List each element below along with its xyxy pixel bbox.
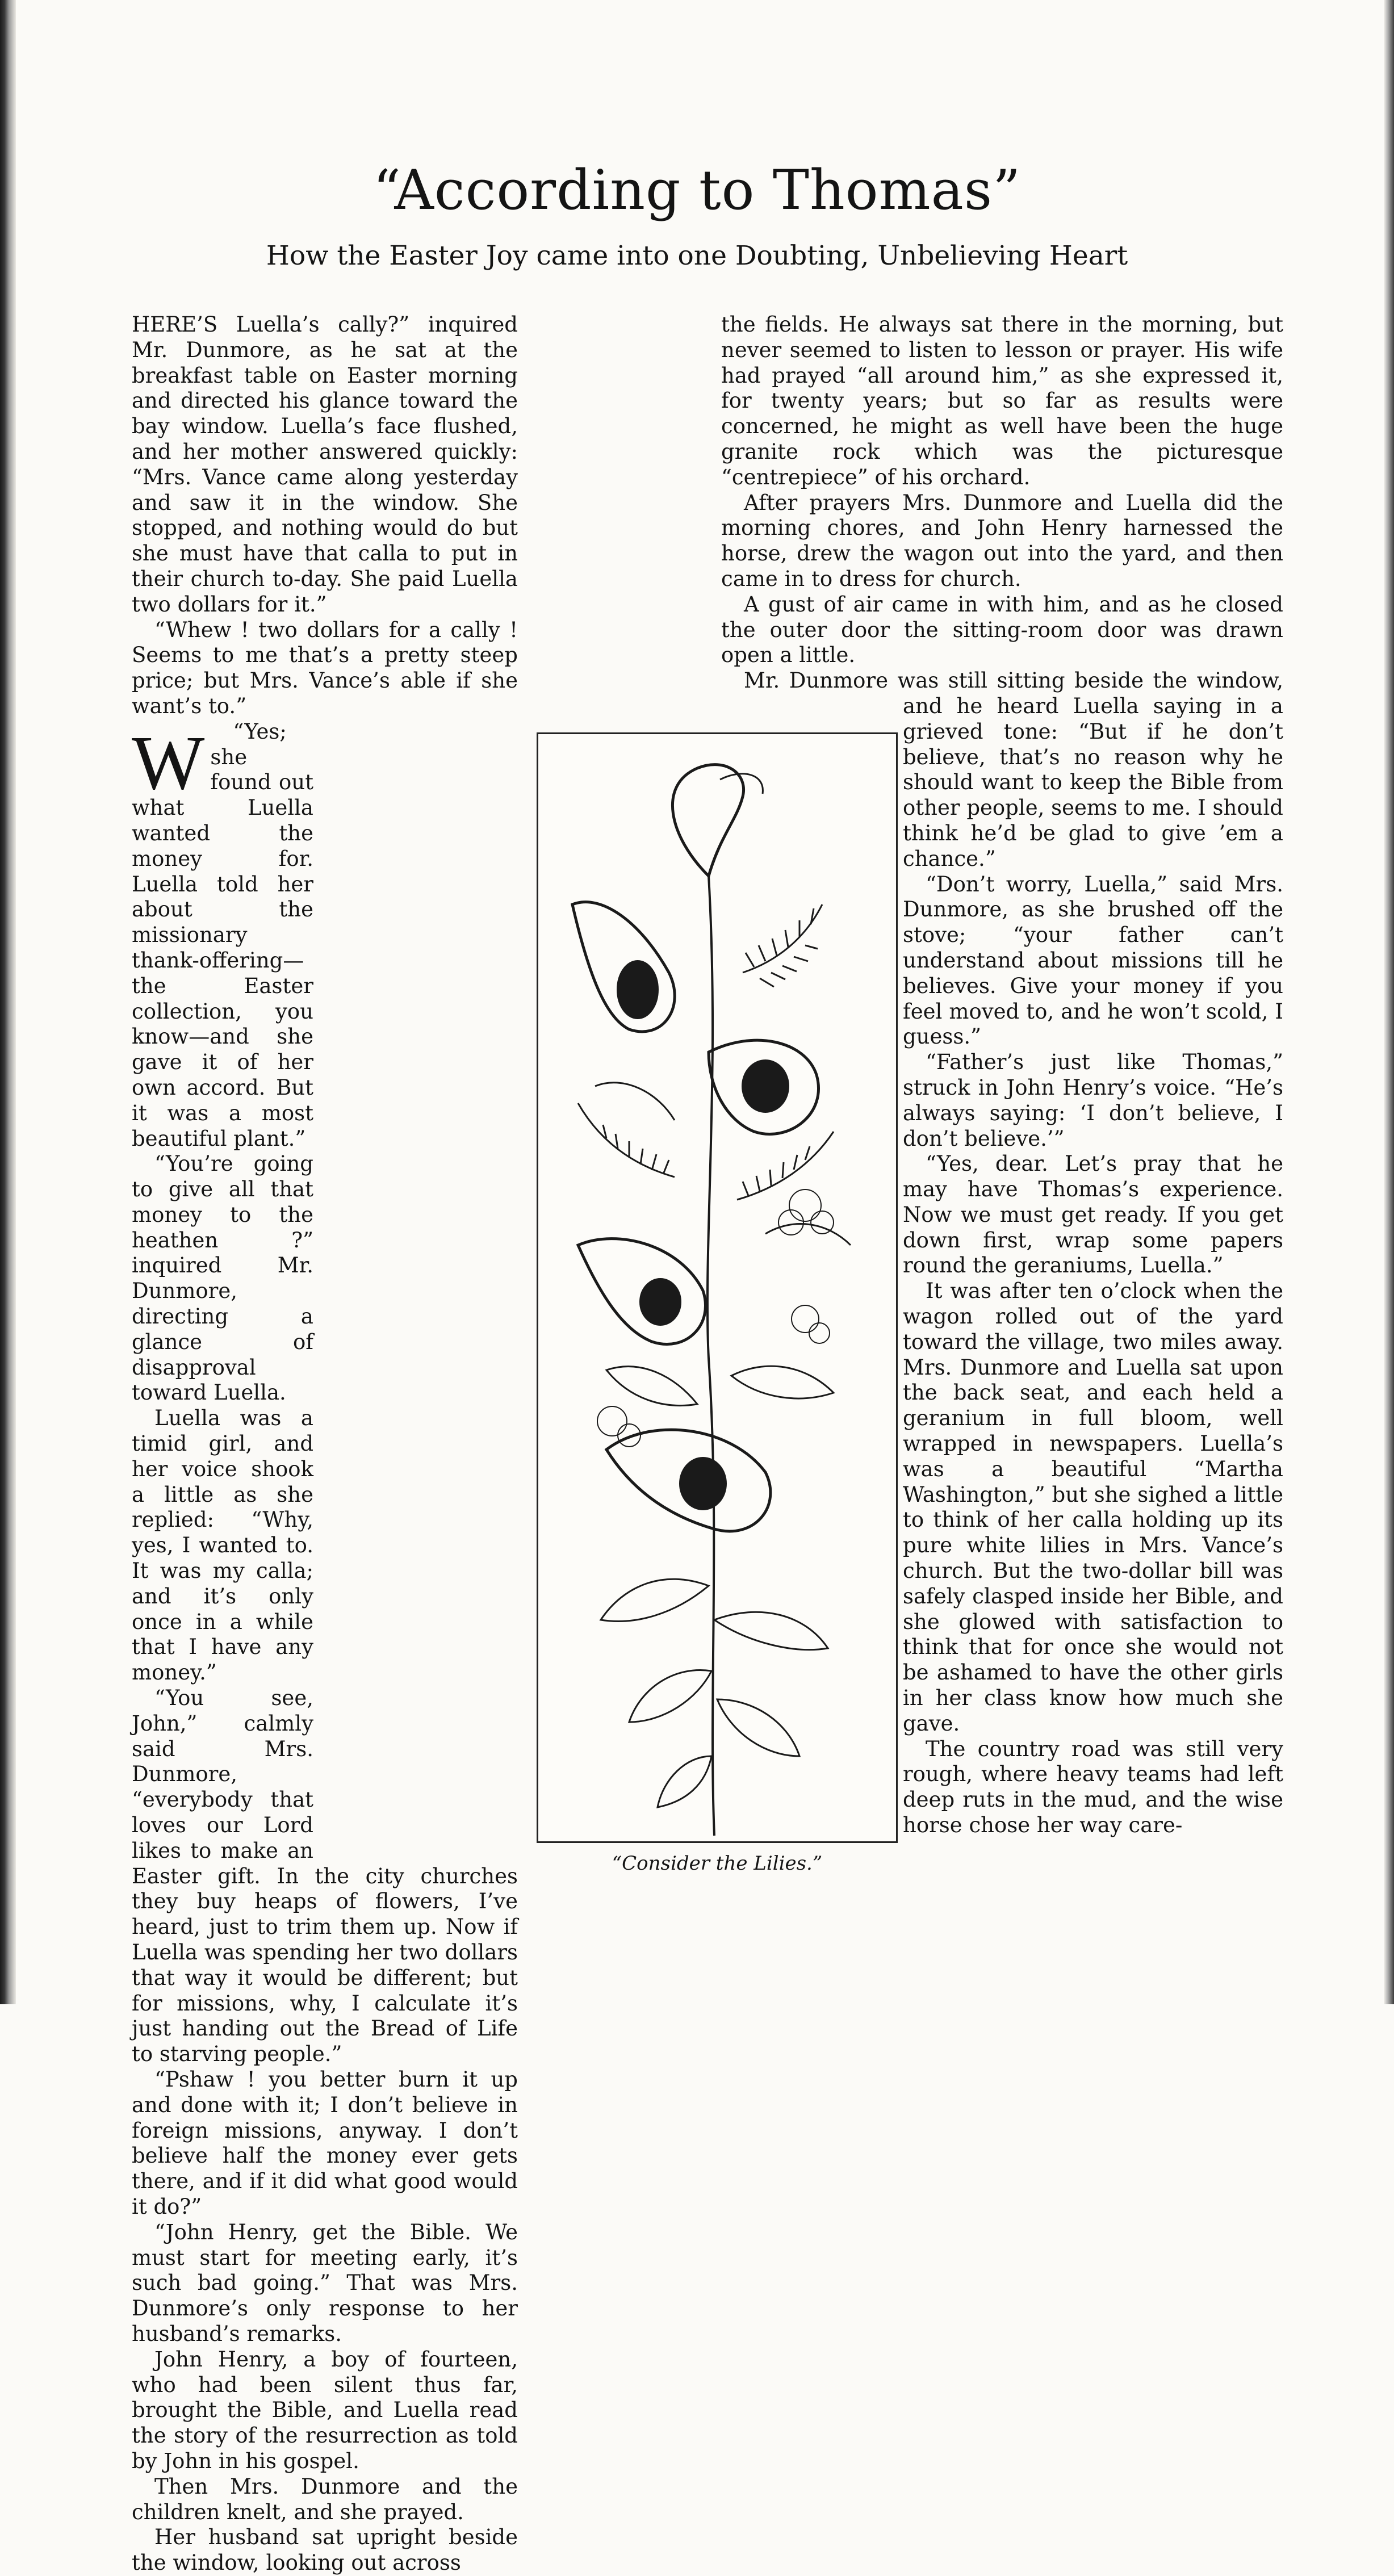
lily-bloom-top bbox=[672, 765, 743, 876]
illustration-wrap-spacer bbox=[313, 727, 518, 1851]
paragraph: “You see, John,” calmly said Mrs. Dunmore, “everybody that loves our Lord likes to make an Easter gift. In the city churches they buy heaps of flowers, I’ve heard, just to trim them up. Now if Luella was spending her two dollars that way it would be different; but for missions, why, I calculate it’s just handing out the Bread of Life to starving people.” bbox=[132, 1686, 518, 2067]
page-edge-left bbox=[0, 0, 16, 2004]
illustration-caption: “Consider the Lilies.” bbox=[612, 1852, 823, 1875]
calla-lily-drawing bbox=[538, 734, 896, 1841]
paragraph: “Yes; she found out what Luella wanted the money for. Luella told her about the missionary thank-offering—the Easter collection, you know—and she gave it of her own accord. But it was a most beautiful plant.” bbox=[132, 719, 313, 1151]
paragraph: A gust of air came in with him, and as he closed the outer door the sitting-room door was drawn open a little. bbox=[721, 592, 1283, 668]
fern-leaves bbox=[578, 904, 834, 1200]
drop-cap: W bbox=[132, 721, 205, 806]
paragraph: “Father’s just like Thomas,” struck in John Henry’s voice. “He’s always saying: ‘I don’t believe, I don’t believe.’” bbox=[903, 1050, 1283, 1151]
paragraph: “Don’t worry, Luella,” said Mrs. Dunmore, as she brushed off the stove; “your father can’t understand about missions till he believes. Give your money if you feel moved to, and he won’t scold, I guess.” bbox=[903, 872, 1283, 1049]
paragraph: The country road was still very rough, where heavy teams had left deep ruts in the mud, and the wise horse chose her way care- bbox=[903, 1736, 1283, 1838]
paragraph: “Pshaw ! you better burn it up and done with it; I don’t believe in foreign missions, anyway. I don’t believe half the money ever gets there, and if it did what good would it do?” bbox=[132, 2067, 518, 2219]
lily-bloom bbox=[572, 902, 675, 1032]
paragraph: Her husband sat upright beside the window, looking out across bbox=[132, 2525, 518, 2575]
paragraph: “John Henry, get the Bible. We must start for meeting early, it’s such bad going.” That was Mrs. Dunmore’s only response to her husband’s remarks. bbox=[132, 2219, 518, 2346]
paragraph: Luella was a timid girl, and her voice shook a little as she replied: “Why, yes, I wanted to. It was my calla; and it’s only once in a while that I have any money.” bbox=[132, 1406, 313, 1685]
paragraph: Then Mrs. Dunmore and the children knelt, and she prayed. bbox=[132, 2474, 518, 2524]
paragraph: After prayers Mrs. Dunmore and Luella did the morning chores, and John Henry harnessed the horse, drew the wagon out into the yard, and then came in to dress for church. bbox=[721, 490, 1283, 591]
stem bbox=[708, 876, 714, 1836]
page-title: “According to Thomas” bbox=[372, 158, 1022, 222]
paragraph: the fields. He always sat there in the morning, but never seemed to listen to lesson or prayer. His wife had prayed “all around him,” as she expressed it, for twenty years; but so far as results were concerned, he might as well have been the huge granite rock which was the picturesque “centrepiece” of his orchard. bbox=[721, 312, 1283, 489]
lily-illustration bbox=[537, 732, 898, 1843]
article-column-left bbox=[132, 312, 518, 2576]
paragraph: W HERE’S Luella’s cally?” inquired Mr. Dunmore, as he sat at the breakfast table on Easter morning and directed his glance toward the bay window. Luella’s face flushed, and her mother answered quickly: “Mrs. Vance came along yesterday and saw it in the window. She stopped, and nothing would do but she must have that calla to put in their church to-day. She paid Luella two dollars for it.” bbox=[132, 312, 518, 806]
page-edge-right bbox=[1384, 0, 1394, 2004]
paragraph: Mr. Dunmore was still sitting beside the window, and he heard Luella saying in a grieved tone: “But if he don’t believe, that’s no reason why he should want to keep the Bible from other people, seems to me. I should think he’d be glad to give ’em a chance.” bbox=[744, 668, 1283, 871]
paragraph: “You’re going to give all that money to the heathen ?” inquired Mr. Dunmore, directing a glance of disapproval toward Luella. bbox=[132, 1151, 313, 1405]
paragraph: “Whew ! two dollars for a cally ! Seems to me that’s a pretty steep price; but Mrs. Vance’s able if she want’s to.” bbox=[132, 617, 518, 718]
paragraph: John Henry, a boy of fourteen, who had been silent thus far, brought the Bible, and Luella read the story of the resurrection as told by John in his gospel. bbox=[132, 2347, 518, 2473]
paragraph: “Yes, dear. Let’s pray that he may have Thomas’s experience. Now we must get ready. If you get down first, wrap some papers round the geraniums, Luella.” bbox=[903, 1151, 1283, 1278]
paragraph: It was after ten o’clock when the wagon rolled out of the yard toward the village, two miles away. Mrs. Dunmore and Luella sat upon the back seat, and each held a geranium in full bloom, well wrapped in newspapers. Luella’s was a beautiful “Martha Washington,” but she sighed a little to think of her calla holding up its pure white lilies in Mrs. Vance’s church. But the two-dollar bill was safely clasped inside her Bible, and she glowed with satisfaction to think that for once she would not be ashamed to have the other girls in her class know how much she gave. bbox=[903, 1279, 1283, 1736]
flower-clusters bbox=[597, 1189, 834, 1447]
page-subtitle: How the Easter Joy came into one Doubting, Unbelieving Heart bbox=[266, 240, 1128, 271]
